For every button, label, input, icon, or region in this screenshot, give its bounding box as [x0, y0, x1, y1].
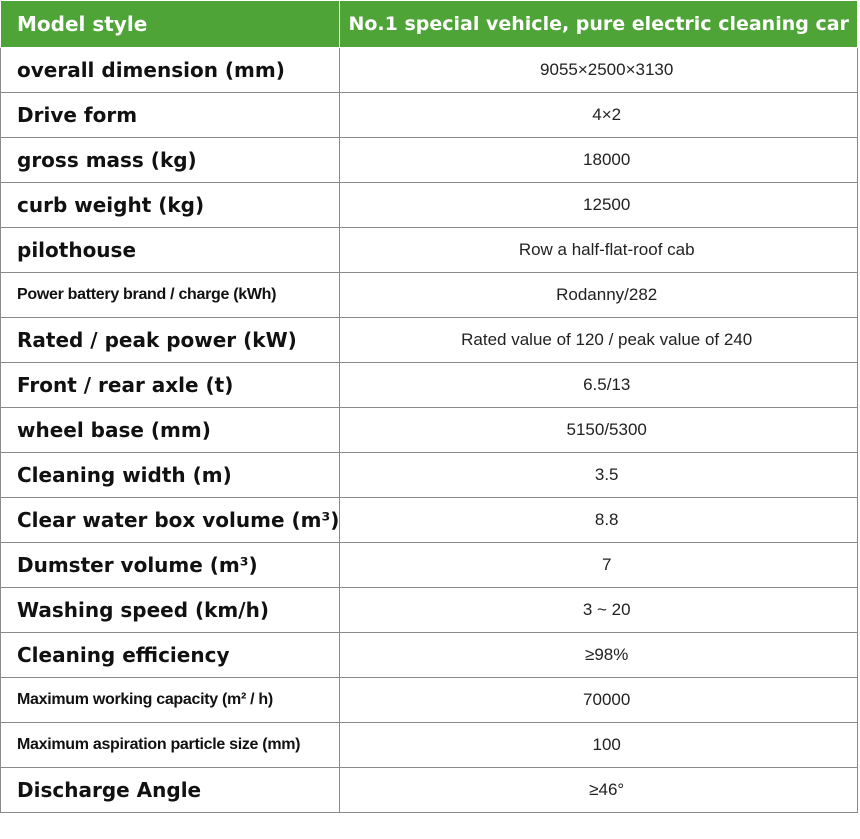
table-row	[1, 228, 858, 273]
row-value: 8.8	[340, 498, 858, 543]
row-label: Washing speed (km/h)	[1, 588, 340, 633]
row-label: wheel base (mm)	[1, 408, 340, 453]
row-value: 100	[340, 723, 858, 768]
row-label: Discharge Angle	[1, 768, 340, 813]
table-row	[1, 138, 858, 183]
row-value: 9055×2500×3130	[340, 48, 858, 93]
table-row	[1, 453, 858, 498]
table-header-row	[1, 1, 858, 48]
table-row	[1, 588, 858, 633]
table-row	[1, 93, 858, 138]
table-row	[1, 408, 858, 453]
table-row	[1, 363, 858, 408]
row-value: 6.5/13	[340, 363, 858, 408]
row-label: Power battery brand / charge (kWh)	[1, 273, 340, 318]
header-value: No.1 special vehicle, pure electric cleaning car	[340, 1, 858, 48]
table-row	[1, 48, 858, 93]
row-value: Rodanny/282	[340, 273, 858, 318]
row-value: ≥98%	[340, 633, 858, 678]
row-label: Maximum aspiration particle size (mm)	[1, 723, 340, 768]
header-label: Model style	[1, 1, 340, 48]
row-value: 7	[340, 543, 858, 588]
row-label: Drive form	[1, 93, 340, 138]
row-label: Dumster volume (m³)	[1, 543, 340, 588]
row-label: overall dimension (mm)	[1, 48, 340, 93]
table-row	[1, 723, 858, 768]
row-label: Front / rear axle (t)	[1, 363, 340, 408]
row-value: 70000	[340, 678, 858, 723]
row-label: Maximum working capacity (m² / h)	[1, 678, 340, 723]
row-value: Row a half-flat-roof cab	[340, 228, 858, 273]
row-label: pilothouse	[1, 228, 340, 273]
row-value: Rated value of 120 / peak value of 240	[340, 318, 858, 363]
row-label: curb weight (kg)	[1, 183, 340, 228]
row-label: Clear water box volume (m³)	[1, 498, 340, 543]
table-row	[1, 318, 858, 363]
row-value: 3 ~ 20	[340, 588, 858, 633]
row-value: ≥46°	[340, 768, 858, 813]
row-label: Rated / peak power (kW)	[1, 318, 340, 363]
table-row	[1, 183, 858, 228]
row-value: 3.5	[340, 453, 858, 498]
row-label: Cleaning efficiency	[1, 633, 340, 678]
table-row	[1, 498, 858, 543]
row-value: 5150/5300	[340, 408, 858, 453]
table-row	[1, 633, 858, 678]
row-value: 18000	[340, 138, 858, 183]
row-value: 12500	[340, 183, 858, 228]
table-row	[1, 273, 858, 318]
row-label: Cleaning width (m)	[1, 453, 340, 498]
table-row	[1, 768, 858, 813]
table-row	[1, 543, 858, 588]
table-row	[1, 678, 858, 723]
row-label: gross mass (kg)	[1, 138, 340, 183]
row-value: 4×2	[340, 93, 858, 138]
